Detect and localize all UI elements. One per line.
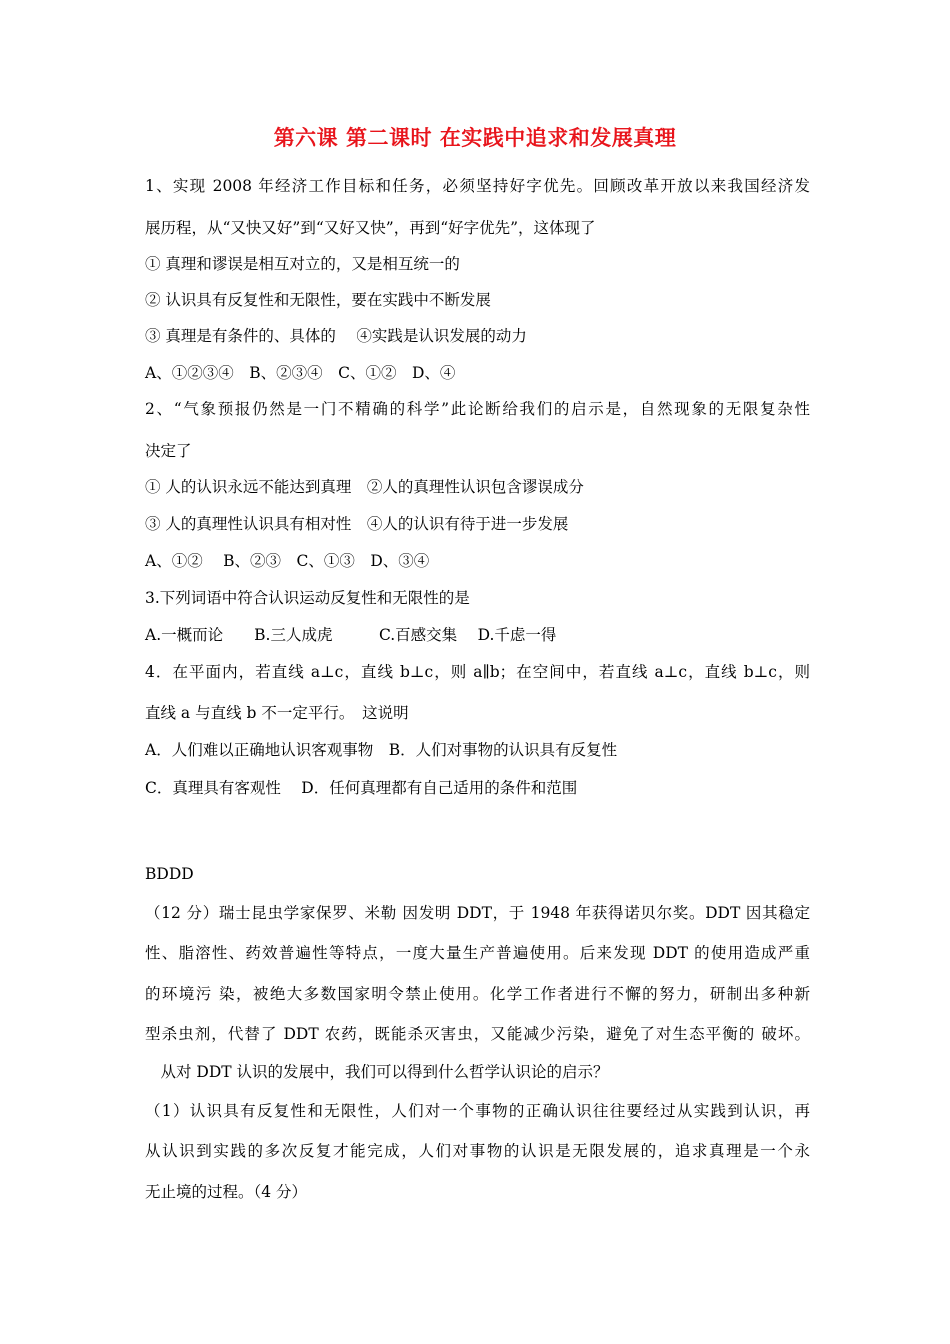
essay-paragraph-line-4: 型杀虫剂，代替了 DDT 农药，既能杀灭害虫，又能减少污染，避免了对生态平衡的 破坏。: [145, 1025, 810, 1043]
q1-option-1: ① 真理和谬误是相互对立的，又是相互统一的: [145, 255, 460, 273]
q4-stem-line-2: 直线 a 与直线 b 不一定平行。 这说明: [145, 704, 409, 722]
q4-choices-a-b: A．人们难以正确地认识客观事物 B．人们对事物的认识具有反复性: [145, 741, 618, 759]
essay-paragraph-line-3: 的环境污 染，被绝大多数国家明令禁止使用。化学工作者进行不懈的努力，研制出多种新: [145, 985, 810, 1003]
essay-paragraph-line-1: （12 分）瑞士昆虫学家保罗、米勒 因发明 DDT，于 1948 年获得诺贝尔奖。DDT 因其稳定: [145, 904, 810, 922]
q1-option-3-4: ③ 真理是有条件的、具体的 ④实践是认识发展的动力: [145, 327, 527, 345]
answer-key: BDDD: [145, 865, 194, 883]
q4-stem-line-1: 4．在平面内，若直线 a⊥c，直线 b⊥c，则 a∥b；在空间中，若直线 a⊥c，直线 b⊥c，则: [145, 663, 810, 681]
q2-stem-line-2: 决定了: [145, 442, 192, 460]
q3-choices: A.一概而论 B.三人成虎 C.百感交集 D.千虑一得: [145, 626, 557, 644]
q2-option-3-4: ③ 人的真理性认识具有相对性 ④人的认识有待于进一步发展: [145, 515, 569, 533]
q1-stem-line-2: 展历程，从“又快又好”到“又好又快”，再到“好字优先”，这体现了: [145, 219, 596, 237]
q1-stem-line-1: 1、实现 2008 年经济工作目标和任务，必须坚持好字优先。回顾改革开放以来我国经济发: [145, 177, 810, 195]
q2-stem-line-1: 2、“气象预报仍然是一门不精确的科学”此论断给我们的启示是，自然现象的无限复杂性: [145, 400, 810, 418]
essay-answer-line-1: （1）认识具有反复性和无限性，人们对一个事物的正确认识往往要经过从实践到认识，再: [145, 1102, 810, 1120]
q1-option-2: ② 认识具有反复性和无限性，要在实践中不断发展: [145, 291, 491, 309]
page-title: 第六课 第二课时 在实践中追求和发展真理: [273, 125, 677, 150]
essay-answer-line-3: 无止境的过程。（4 分）: [145, 1183, 308, 1201]
q1-choices: A、①②③④ B、②③④ C、①② D、④: [145, 364, 456, 382]
q4-choices-c-d: C．真理具有客观性 D．任何真理都有自己适用的条件和范围: [145, 779, 578, 797]
q2-choices: A、①② B、②③ C、①③ D、③④: [145, 552, 430, 570]
q3-stem: 3.下列词语中符合认识运动反复性和无限性的是: [145, 589, 470, 607]
essay-paragraph-line-2: 性、脂溶性、药效普遍性等特点，一度大量生产普遍使用。后来发现 DDT 的使用造成严重: [145, 944, 810, 962]
essay-answer-line-2: 从认识到实践的多次反复才能完成，人们对事物的认识是无限发展的，追求真理是一个永: [145, 1142, 810, 1160]
q2-option-1-2: ① 人的认识永远不能达到真理 ②人的真理性认识包含谬误成分: [145, 478, 584, 496]
essay-question: 从对 DDT 认识的发展中，我们可以得到什么哲学认识论的启示？: [145, 1063, 609, 1081]
